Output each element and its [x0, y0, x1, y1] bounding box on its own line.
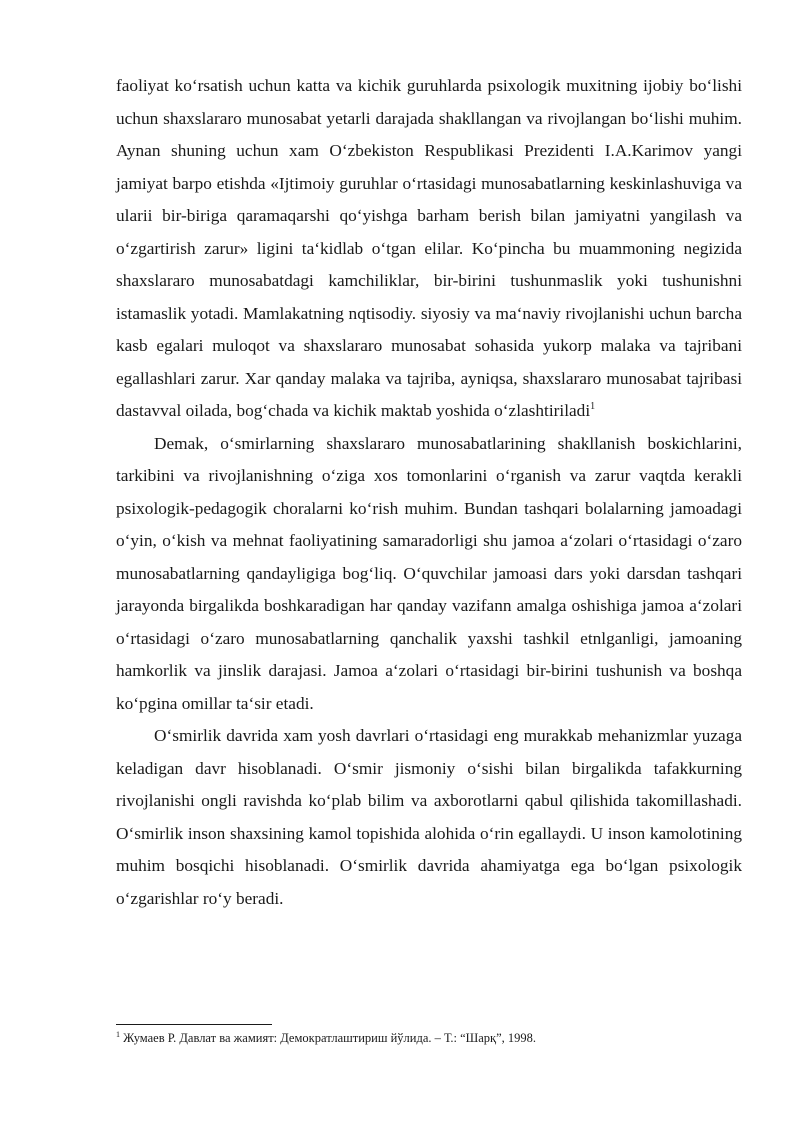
footnote-separator — [116, 1024, 272, 1025]
paragraph-text: Demak, o‘smirlarning shaxslararo munosabatlarining shakllanish boskichlarini, tarkibini va rivojlanishning o‘ziga xos tomonlarini o‘rganish va zarur vaqtda kerakli psixologik-pedagogik choralarni ko‘rish muhim. Bundan tashqari bolalarning jamoadagi o‘yin, o‘kish va mehnat faoliyatining samaradorligi shu jamoa a‘zolari o‘rtasidagi o‘zaro munosabatlarning qandayligiga bog‘liq. O‘quvchilar jamoasi dars yoki darsdan tashqari jarayonda birgalikda boshkaradigan har qanday vazifann amalga oshishiga jamoa a‘zolari o‘rtasidagi o‘zaro munosabatlarning qanchalik yaxshi tashkil etnlganligi, jamoaning hamkorlik va jinslik darajasi. Jamoa a‘zolari o‘rtasidagi bir-birini tushunish va boshqa ko‘pgina omillar ta‘sir etadi. — [116, 433, 742, 713]
paragraph-2 — [116, 428, 742, 721]
footnote-reference[interactable]: 1 — [590, 401, 596, 413]
footnote-text: Жумаев Р. Давлат ва жамият: Демократлаштириш йўлида. – Т.: “Шарқ”, 1998. — [123, 1031, 537, 1045]
paragraph-1 — [116, 70, 742, 428]
paragraph-text: faoliyat ko‘rsatish uchun katta va kichik guruhlarda psixologik muxitning ijobiy bo‘lishi uchun shaxslararo munosabat yetarli darajada shakllangan va rivojlangan bo‘lishi muhim. Aynan shuning uchun xam O‘zbekiston Respublikasi Prezidenti I.A.Karimov yangi jamiyat barpo etishda «Ijtimoiy guruhlar o‘rtasidagi munosabatlarning keskinlashuviga va ularii bir-biriga qaramaqarshi qo‘yishga barham berish bilan jamiyatni yangilash va o‘zgartirish zarur» ligini ta‘kidlab o‘tgan elilar. Ko‘pincha bu muammoning negizida shaxslararo munosabatdagi kamchiliklar, bir-birini tushunmaslik yoki tushunishni istamaslik yotadi. Mamlakatning nqtisodiy. siyosiy va ma‘naviy rivojlanishi uchun barcha kasb egalari muloqot va shaxslararo munosabat sohasida yukorp malaka va tajribani egallashlari zarur. Xar qanday malaka va tajriba, ayniqsa, shaxslararo munosabat tajribasi dastavval oilada, bog‘chada va kichik maktab yoshida o‘zlashtiriladi — [116, 76, 742, 420]
footnote-mark: 1 — [116, 1029, 120, 1039]
paragraph-3 — [116, 720, 742, 915]
paragraph-text: O‘smirlik davrida xam yosh davrlari o‘rtasidagi eng murakkab mehanizmlar yuzaga keladigan davr hisoblanadi. O‘smir jismoniy o‘sishi bilan birgalikda tafakkurning rivojlanishi ongli ravishda ko‘plab bilim va axborotlarni qabul qilishida takomillashadi. O‘smirlik inson shaxsining kamol topishida alohida o‘rin egallaydi. U inson kamolotining muhim bosqichi hisoblanadi. O‘smirlik davrida ahamiyatga ega bo‘lgan psixologik o‘zgarishlar ro‘y beradi. — [116, 726, 742, 908]
document-body — [116, 70, 742, 915]
footnote — [116, 1030, 742, 1046]
